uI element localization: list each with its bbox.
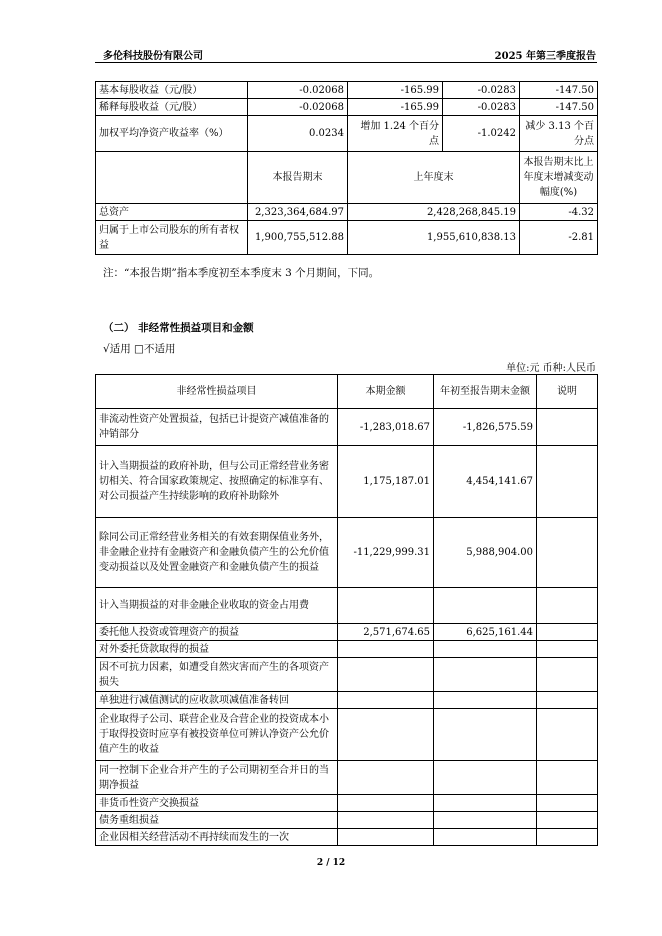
row-label: 单独进行减值测试的应收款项减值准备转回 (96, 692, 338, 709)
cell-value: -165.99 (348, 99, 443, 116)
column-header: 说明 (537, 375, 598, 409)
cell-description (537, 812, 598, 829)
table-row (96, 624, 598, 641)
row-label: 非流动性资产处置损益，包括已计提资产减值准备的冲销部分 (96, 409, 338, 446)
row-label: 除同公司正常经营业务相关的有效套期保值业务外，非金融企业持有金融资产和金融负债产生的公允价值变动损益以及处置金融资产和金融负债产生的损益 (96, 518, 338, 588)
column-header: 上年度末 (348, 152, 520, 204)
cell-value (338, 658, 434, 692)
cell-value: -147.50 (520, 82, 598, 99)
cell-value: 5,988,904.00 (434, 518, 537, 588)
cell-value: -0.0283 (443, 82, 520, 99)
row-label: 同一控制下企业合并产生的子公司期初至合并日的当期净损益 (96, 761, 338, 795)
cell-value (338, 761, 434, 795)
non-recurring-gains-table (95, 374, 598, 846)
cell-description (537, 795, 598, 812)
row-label: 加权平均净资产收益率（%） (96, 116, 248, 152)
cell-description (537, 409, 598, 446)
cell-value: 4,454,141.67 (434, 446, 537, 518)
cell-value: 增加 1.24 个百分点 (348, 116, 443, 152)
cell-value (338, 812, 434, 829)
table-row (96, 588, 598, 624)
cell-value: 2,571,674.65 (338, 624, 434, 641)
cell-value (338, 795, 434, 812)
cell-description (537, 588, 598, 624)
cell-description (537, 518, 598, 588)
table-row (96, 829, 598, 846)
column-header: 本报告期末比上年度末增减变动幅度(%) (520, 152, 598, 204)
cell-value: -1,826,575.59 (434, 409, 537, 446)
page-number: 2 / 12 (316, 858, 346, 868)
row-label: 因不可抗力因素，如遭受自然灾害而产生的各项资产损失 (96, 658, 338, 692)
cell-value (434, 658, 537, 692)
financial-indicators-table (95, 81, 598, 255)
unit-currency-label: 单位:元 币种:人民币 (506, 363, 596, 374)
row-label: 非货币性资产交换损益 (96, 795, 338, 812)
company-name: 多伦科技股份有限公司 (103, 51, 203, 62)
section-title: （二） 非经常性损益项目和金额 (103, 322, 254, 334)
cell-value: -1.0242 (443, 116, 520, 152)
cell-value: 减少 3.13 个百分点 (520, 116, 598, 152)
table-header-row (96, 375, 598, 409)
table-row (96, 409, 598, 446)
row-label: 总资产 (96, 204, 248, 221)
column-header: 本报告期末 (248, 152, 348, 204)
table-row (96, 709, 598, 761)
cell-value (338, 692, 434, 709)
cell-description (537, 658, 598, 692)
cell-description (537, 641, 598, 658)
row-label: 稀释每股收益（元/股） (96, 99, 248, 116)
applicable-checkbox-line: √适用 □不适用 (103, 343, 176, 355)
row-label: 归属于上市公司股东的所有者权益 (96, 221, 248, 255)
cell-value (434, 709, 537, 761)
table-note: 注：“本报告期”指本季度初至本季度末 3 个月期间，下同。 (103, 267, 380, 279)
cell-value: 1,175,187.01 (338, 446, 434, 518)
table-row (96, 221, 598, 255)
row-label: 委托他人投资或管理资产的损益 (96, 624, 338, 641)
cell-value: 2,428,268,845.19 (348, 204, 520, 221)
table-row (96, 204, 598, 221)
cell-value (434, 588, 537, 624)
cell-value (434, 761, 537, 795)
column-header: 年初至报告期末金额 (434, 375, 537, 409)
cell-value: -4.32 (520, 204, 598, 221)
cell-value: 1,955,610,838.13 (348, 221, 520, 255)
table-row (96, 446, 598, 518)
table-row (96, 116, 598, 152)
cell-value: -147.50 (520, 99, 598, 116)
table-row (96, 82, 598, 99)
row-label: 计入当期损益的对非金融企业收取的资金占用费 (96, 588, 338, 624)
table-row (96, 795, 598, 812)
cell-value (434, 829, 537, 846)
cell-value: -0.02068 (248, 99, 348, 116)
row-label: 债务重组损益 (96, 812, 338, 829)
cell-value: -165.99 (348, 82, 443, 99)
column-header: 本期金额 (338, 375, 434, 409)
empty-cell (96, 152, 248, 204)
table-row (96, 99, 598, 116)
cell-value: -2.81 (520, 221, 598, 255)
table-row (96, 658, 598, 692)
cell-value (338, 641, 434, 658)
cell-value: -1,283,018.67 (338, 409, 434, 446)
row-label: 计入当期损益的政府补助，但与公司正常经营业务密切相关、符合国家政策规定、按照确定的标准享有、对公司损益产生持续影响的政府补助除外 (96, 446, 338, 518)
cell-description (537, 761, 598, 795)
cell-value (434, 795, 537, 812)
cell-value (434, 692, 537, 709)
column-header: 非经常性损益项目 (96, 375, 338, 409)
cell-value: 1,900,755,512.88 (248, 221, 348, 255)
cell-value (434, 641, 537, 658)
cell-value: -0.02068 (248, 82, 348, 99)
cell-description (537, 446, 598, 518)
cell-description (537, 709, 598, 761)
cell-value: 2,323,364,684.97 (248, 204, 348, 221)
cell-value: -0.0283 (443, 99, 520, 116)
report-title: 2025 年第三季度报告 (494, 51, 596, 62)
row-label: 对外委托贷款取得的损益 (96, 641, 338, 658)
cell-value (434, 812, 537, 829)
cell-value: 0.0234 (248, 116, 348, 152)
cell-value: 6,625,161.44 (434, 624, 537, 641)
row-label: 企业取得子公司、联营企业及合营企业的投资成本小于取得投资时应享有被投资单位可辨认净资产公允价值产生的收益 (96, 709, 338, 761)
table-row (96, 641, 598, 658)
cell-description (537, 692, 598, 709)
row-label: 基本每股收益（元/股） (96, 82, 248, 99)
table-row (96, 761, 598, 795)
cell-value (338, 829, 434, 846)
cell-description (537, 829, 598, 846)
cell-value (338, 588, 434, 624)
cell-value (338, 709, 434, 761)
table-row (96, 692, 598, 709)
header-divider (95, 62, 597, 63)
cell-description (537, 624, 598, 641)
cell-value: -11,229,999.31 (338, 518, 434, 588)
table-subheader-row (96, 152, 598, 204)
table-row (96, 812, 598, 829)
table-row (96, 518, 598, 588)
row-label: 企业因相关经营活动不再持续而发生的一次 (96, 829, 338, 846)
